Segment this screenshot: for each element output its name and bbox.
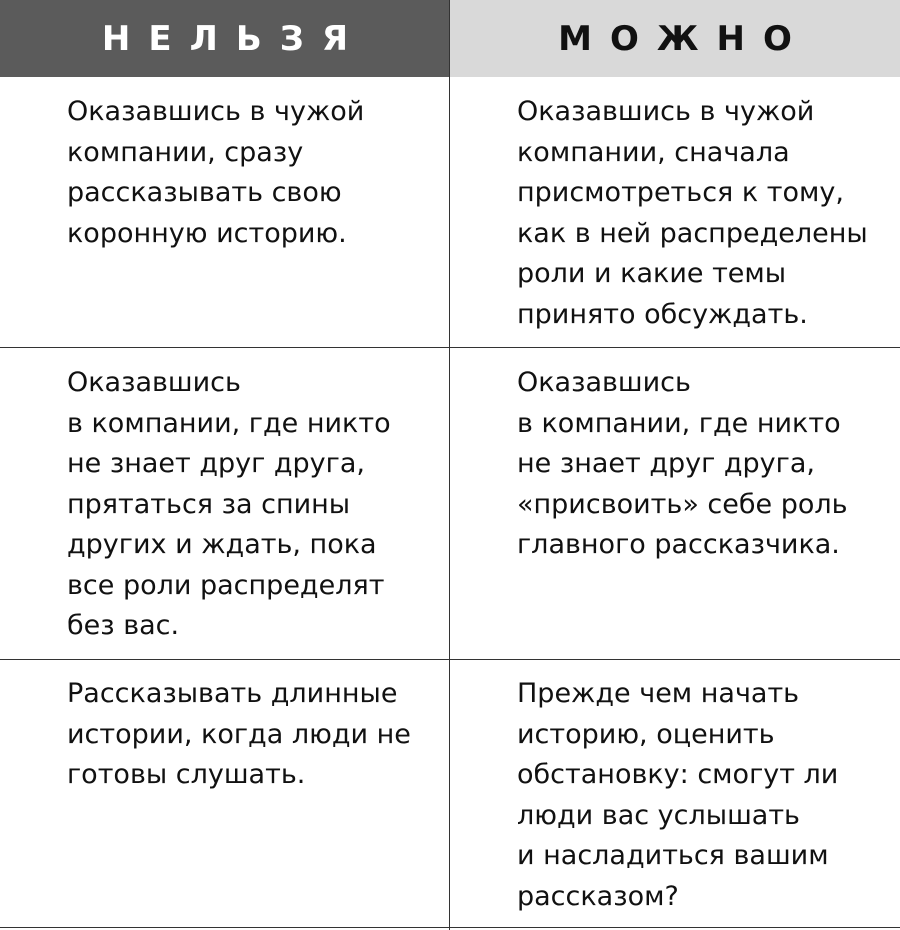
row-3-mozhno-line: Прежде чем начать: [517, 678, 800, 709]
row-2-nelzya-line: без вас.: [67, 610, 180, 641]
row-1-nelzya-line: рассказывать свою: [67, 177, 342, 208]
row-3-nelzya-cell: [67, 674, 437, 796]
row-3-mozhno-line: и насладиться вашим: [517, 840, 829, 871]
row-3-mozhno-line: люди вас услышать: [517, 799, 800, 831]
row-2-mozhno-line: не знает друг друга,: [517, 448, 815, 479]
row-2-nelzya-line: Оказавшись: [67, 367, 241, 398]
row-2-nelzya-cell: [67, 363, 437, 647]
row-1-mozhno-line: как в ней распределены: [517, 217, 868, 249]
row-3-mozhno-line: историю, оценить: [517, 718, 775, 750]
row-1-nelzya-cell: [67, 92, 437, 254]
row-2-nelzya-line: все роли распределят: [67, 569, 385, 601]
row-2-nelzya-line: не знает друг друга,: [67, 448, 365, 479]
column-divider: [449, 0, 450, 930]
row-2-nelzya-line: прятаться за спины: [67, 488, 351, 520]
header-nelzya: [0, 0, 450, 77]
row-2-nelzya-line: других и ждать, пока: [67, 529, 377, 560]
header-mozhno: [450, 0, 900, 77]
row-2-mozhno-line: в компании, где никто: [517, 407, 841, 439]
row-1-mozhno-line: Оказавшись в чужой: [517, 96, 815, 127]
row-1-mozhno-line: принято обсуждать.: [517, 298, 808, 330]
row-1-mozhno-line: присмотреться к тому,: [517, 177, 844, 208]
row-1-mozhno-line: роли и какие темы: [517, 258, 787, 289]
row-2-mozhno-line: «присвоить» себе роль: [517, 488, 848, 520]
row-1-nelzya-line: компании, сразу: [67, 136, 304, 168]
row-1-nelzya-line: коронную историю.: [67, 217, 347, 249]
row-3-nelzya-line: готовы слушать.: [67, 759, 306, 790]
row-divider: [0, 659, 900, 660]
row-3-mozhno-line: рассказом?: [517, 880, 679, 912]
row-1-nelzya-line: Оказавшись в чужой: [67, 96, 365, 127]
row-1-mozhno-cell: [517, 92, 892, 335]
row-2-mozhno-cell: [517, 363, 892, 566]
header-nelzya-label: НЕЛЬЗЯ: [101, 18, 367, 59]
row-3-nelzya-line: истории, когда люди не: [67, 718, 411, 750]
row-2-nelzya-line: в компании, где никто: [67, 407, 391, 439]
row-3-mozhno-line: обстановку: смогут ли: [517, 759, 839, 790]
row-1-mozhno-line: компании, сначала: [517, 136, 790, 168]
table-bottom-border: [0, 927, 900, 928]
row-divider: [0, 347, 900, 348]
row-3-nelzya-line: Рассказывать длинные: [67, 678, 398, 709]
row-2-mozhno-line: главного рассказчика.: [517, 529, 840, 560]
row-3-mozhno-cell: [517, 674, 892, 917]
row-2-mozhno-line: Оказавшись: [517, 367, 691, 398]
header-mozhno-label: МОЖНО: [558, 18, 810, 59]
